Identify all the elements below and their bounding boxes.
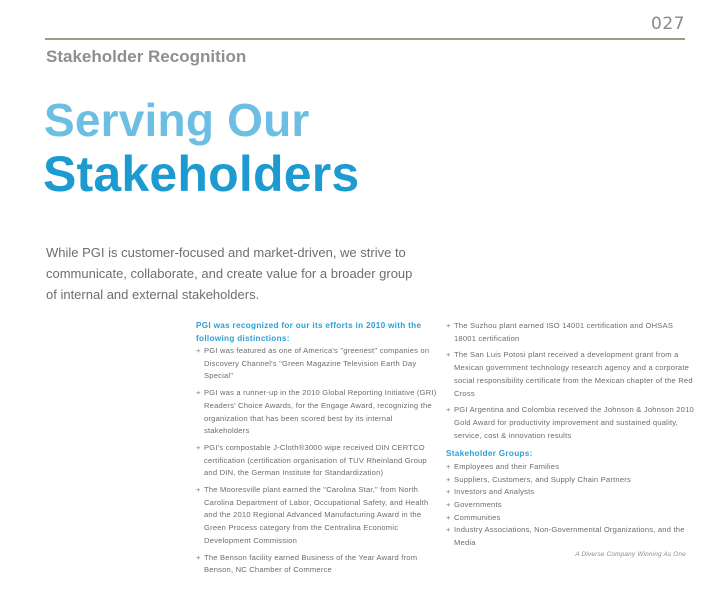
plus-icon: + — [446, 350, 451, 360]
hero-title-line-2: Stakeholders — [43, 146, 360, 202]
list-item-text: Investors and Analysts — [454, 487, 535, 497]
stakeholder-groups-heading: Stakeholder Groups: — [446, 449, 533, 459]
list-item — [446, 461, 694, 474]
list-item-text: Industry Associations, Non-Governmental Organizations, and the Media — [454, 525, 685, 548]
list-item — [446, 474, 694, 487]
list-item-text: Communities — [454, 512, 501, 522]
list-item — [446, 404, 694, 442]
hero-title-line-1: Serving Our — [44, 94, 310, 146]
list-item-text: Employees and their Families — [454, 461, 560, 471]
plus-icon: + — [196, 485, 201, 495]
plus-icon: + — [196, 552, 201, 562]
list-item — [446, 486, 694, 499]
distinctions-lead: PGI was recognized for our its efforts in 2010 with the following distinctions: — [196, 321, 422, 343]
distinctions-list — [196, 345, 439, 577]
plus-icon: + — [446, 405, 451, 415]
list-item — [196, 552, 439, 577]
list-item-text: PGI Argentina and Colombia received the Johnson & Johnson 2010 Gold Award for productivity improvement and sustained quality, service, cost & innovation results — [454, 405, 694, 440]
list-item-text: The Suzhou plant earned ISO 14001 certification and OHSAS 18001 certification — [454, 321, 674, 343]
plus-icon: + — [446, 461, 451, 471]
list-item-text: The San Luis Potosi plant received a development grant from a Mexican government technology research agency and a corporate social responsibility certificate from the Mexican chapter of the Red Cross — [454, 350, 693, 398]
distinctions-column-continued — [446, 320, 694, 550]
list-item — [196, 442, 439, 480]
list-item — [196, 387, 439, 438]
page-number: 027 — [651, 14, 685, 34]
list-item-text: The Mooresville plant earned the "Carolina Star," from North Carolina Department of Labor, Occupational Safety, and Health and the 2010 Regional Advanced Manufacturing Award in the Green Process category from the Centralina Economic Development Commission — [204, 485, 429, 545]
list-item — [446, 320, 694, 345]
list-item — [196, 345, 439, 383]
list-item-text: PGI was a runner-up in the 2010 Global Reporting Initiative (GRI) Readers' Choice Awards, for the Engage Award, recognizing the organization that has been scored best by its internal stakeholders — [204, 388, 437, 436]
list-item — [446, 349, 694, 400]
list-item — [446, 512, 694, 525]
plus-icon: + — [196, 442, 201, 452]
plus-icon: + — [446, 474, 451, 484]
plus-icon: + — [196, 388, 201, 398]
list-item — [196, 484, 439, 548]
section-title: Stakeholder Recognition — [46, 47, 247, 66]
plus-icon: + — [196, 346, 201, 355]
distinctions-column — [196, 320, 439, 581]
plus-icon: + — [446, 487, 451, 497]
list-item-text: Governments — [454, 499, 502, 509]
distinctions-list-continued — [446, 320, 694, 442]
list-item-text: The Benson facility earned Business of the Year Award from Benson, NC Chamber of Commerce — [204, 552, 418, 575]
list-item — [446, 524, 694, 549]
footer-tagline: A Diverse Company Winning As One — [575, 551, 686, 558]
list-item — [446, 499, 694, 512]
plus-icon: + — [446, 512, 451, 522]
intro-paragraph: While PGI is customer-focused and market-driven, we strive to communicate, collaborate, and create value for a broader group of internal and external stakeholders. — [46, 245, 413, 302]
plus-icon: + — [446, 499, 451, 509]
list-item-text: PGI was featured as one of America's "greenest" companies on Discovery Channel's "Green Magazine Television Earth Day Special" — [204, 346, 430, 381]
list-item-text: Suppliers, Customers, and Supply Chain Partners — [454, 474, 631, 484]
stakeholder-groups-list — [446, 461, 694, 550]
header-rule — [45, 38, 685, 40]
plus-icon: + — [446, 525, 451, 535]
plus-icon: + — [446, 321, 451, 330]
list-item-text: PGI's compostable J-Cloth®3000 wipe received DIN CERTCO certification (certification organisation of TUV Rheinland Group and DIN, the German Institute for Standardization) — [204, 442, 427, 478]
